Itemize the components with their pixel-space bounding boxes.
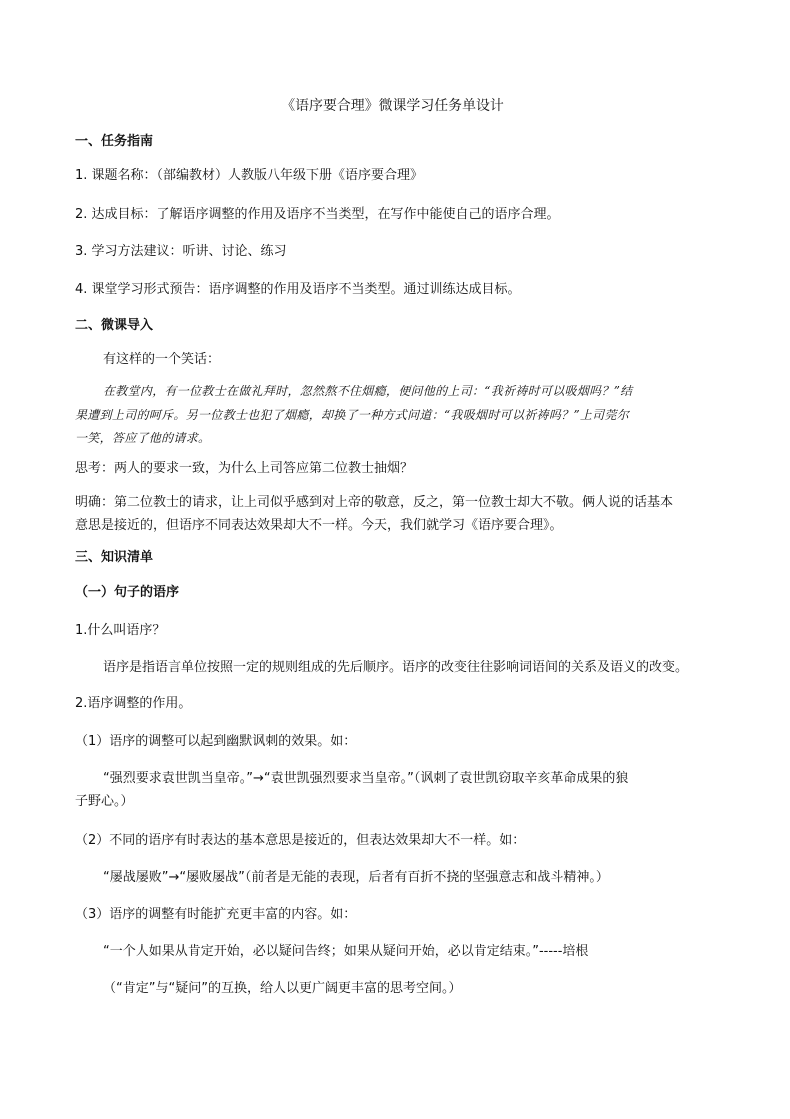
definition-text: 语序是指语言单位按照一定的规则组成的先后顺序。语序的改变往往影响词语间的关系及语义的改变。 xyxy=(103,660,689,675)
task-item-topic: 1. 课题名称：（部编教材）人教版八年级下册《语序要合理》 xyxy=(75,168,424,183)
intro-text: 有这样的一个笑话： xyxy=(103,352,221,367)
story-line: 一笑，答应了他的请求。 xyxy=(75,431,211,445)
think-question: 思考：两人的要求一致，为什么上司答应第二位教士抽烟？ xyxy=(75,461,414,476)
task-item-preview: 4. 课堂学习形式预告：语序调整的作用及语序不当类型。通过训练达成目标。 xyxy=(75,282,521,297)
subheading-sentence-order: （一）句子的语序 xyxy=(75,585,180,600)
page-title: 《语序要合理》微课学习任务单设计 xyxy=(281,98,504,114)
point-2: （2）不同的语序有时表达的基本意思是接近的，但表达效果却大不一样。如： xyxy=(75,833,526,848)
point-1: （1）语序的调整可以起到幽默讽刺的效果。如： xyxy=(75,734,357,749)
section-heading-intro: 二、微课导入 xyxy=(75,318,154,333)
clarify-line: 明确：第二位教士的请求，让上司似乎感到对上帝的敬意，反之，第一位教士却大不敬。俩人说的话基本 xyxy=(75,495,674,510)
question-function: 2.语序调整的作用。 xyxy=(75,696,192,711)
point-1-example: 子野心。） xyxy=(75,794,134,809)
story-line: 果遭到上司的呵斥。另一位教士也犯了烟瘾，却换了一种方式问道：“我吸烟时可以祈祷吗？”上司莞尔 xyxy=(75,408,630,422)
task-item-method: 3. 学习方法建议：听讲、讨论、练习 xyxy=(75,244,287,259)
point-1-example: “强烈要求袁世凯当皇帝。”→“袁世凯强烈要求当皇帝。”（讽刺了袁世凯窃取辛亥革命成果的狼 xyxy=(103,771,629,786)
point-2-example: “屡战屡败”→“屡败屡战”（前者是无能的表现，后者有百折不挠的坚强意志和战斗精神。） xyxy=(103,870,609,885)
point-3-note: （“肯定”与“疑问”的互换，给人以更广阔更丰富的思考空间。） xyxy=(103,981,462,996)
point-3: （3）语序的调整有时能扩充更丰富的内容。如： xyxy=(75,907,357,922)
story-line: 在教堂内，有一位教士在做礼拜时，忽然熬不住烟瘾，便问他的上司：“我祈祷时可以吸烟吗？”结 xyxy=(103,384,633,398)
point-3-example: “一个人如果从肯定开始，必以疑问告终；如果从疑问开始，必以肯定结束。”-----培根 xyxy=(103,944,589,959)
section-heading-knowledge: 三、知识清单 xyxy=(75,550,154,565)
task-item-goal: 2. 达成目标：了解语序调整的作用及语序不当类型，在写作中能使自己的语序合理。 xyxy=(75,207,560,222)
clarify-line: 意思是接近的，但语序不同表达效果却大不一样。今天，我们就学习《语序要合理》。 xyxy=(75,518,563,533)
section-heading-task-guide: 一、任务指南 xyxy=(75,134,154,149)
question-what-is-word-order: 1.什么叫语序？ xyxy=(75,623,166,638)
